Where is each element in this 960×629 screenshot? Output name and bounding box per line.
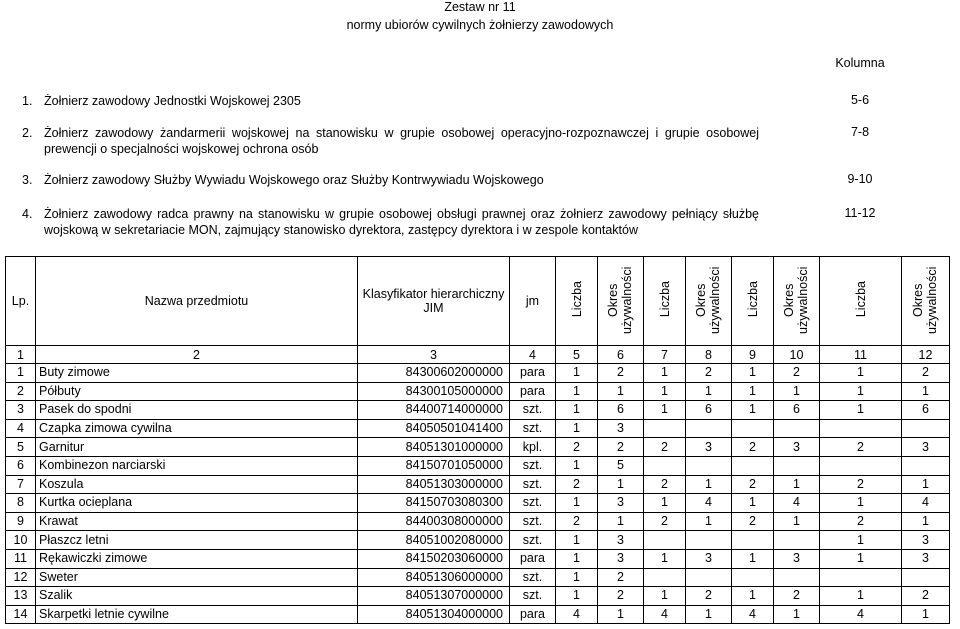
item-classifier: 84400308000000 (358, 512, 510, 531)
column-number: 3 (358, 346, 510, 364)
header-period: Okres używalności (686, 257, 732, 346)
period-col10: 6 (774, 401, 820, 420)
period-col10 (774, 419, 820, 438)
qty-col5: 1 (556, 401, 598, 420)
item-classifier: 84051304000000 (358, 605, 510, 624)
row-lp: 1 (6, 364, 36, 383)
header-name: Nazwa przedmiotu (36, 257, 358, 346)
qty-col7: 1 (644, 549, 686, 568)
column-number: 7 (644, 346, 686, 364)
item-classifier: 84051301000000 (358, 438, 510, 457)
qty-col9: 4 (732, 605, 774, 624)
category-text: Żołnierz zawodowy radca prawny na stanowisku w grupie osobowej obsługi prawnej oraz żołnierz zawodowy pełniący służbę wojskową w sekretariacie MON, zajmujący stanowisko dyrektora, zastępcy dyrektora i w zespole kontaktów (44, 207, 759, 237)
period-col6: 1 (598, 475, 644, 494)
column-number: 1 (6, 346, 36, 364)
table-row (6, 605, 950, 624)
qty-col9: 2 (732, 512, 774, 531)
qty-col11 (820, 568, 902, 587)
item-classifier: 84400714000000 (358, 401, 510, 420)
period-col12: 6 (902, 401, 950, 420)
qty-col5: 1 (556, 419, 598, 438)
period-col12: 3 (902, 438, 950, 457)
qty-col9: 1 (732, 364, 774, 383)
row-lp: 14 (6, 605, 36, 624)
category-text: Żołnierz zawodowy Jednostki Wojskowej 2305 (44, 94, 301, 108)
table-row (6, 494, 950, 513)
column-number: 4 (510, 346, 556, 364)
period-col8 (686, 456, 732, 475)
column-number-row (6, 346, 950, 364)
period-col8: 3 (686, 438, 732, 457)
row-lp: 13 (6, 587, 36, 606)
row-lp: 10 (6, 531, 36, 550)
table-row (6, 456, 950, 475)
category-text: Żołnierz zawodowy żandarmerii wojskowej na stanowisku w grupie osobowej operacyjno-rozpoznawczej i grupie osobowej prewencji o specjalności wojskowej ochrona osób (44, 126, 759, 156)
item-unit: para (510, 549, 556, 568)
period-col8: 2 (686, 364, 732, 383)
period-col8: 1 (686, 382, 732, 401)
qty-col11: 1 (820, 364, 902, 383)
row-lp: 8 (6, 494, 36, 513)
item-unit: szt. (510, 531, 556, 550)
period-col12: 2 (902, 587, 950, 606)
period-col8 (686, 568, 732, 587)
table-row (6, 382, 950, 401)
item-classifier: 84300105000000 (358, 382, 510, 401)
qty-col5: 1 (556, 587, 598, 606)
qty-col11: 4 (820, 605, 902, 624)
period-col6: 3 (598, 419, 644, 438)
period-col10: 3 (774, 549, 820, 568)
table-row (6, 512, 950, 531)
period-col8: 3 (686, 549, 732, 568)
period-col12: 1 (902, 605, 950, 624)
category-columns: 7-8 (850, 125, 870, 139)
qty-col11: 1 (820, 494, 902, 513)
period-col12 (902, 568, 950, 587)
item-classifier: 84051303000000 (358, 475, 510, 494)
qty-col5: 1 (556, 382, 598, 401)
period-col10: 1 (774, 475, 820, 494)
qty-col7 (644, 568, 686, 587)
item-unit: para (510, 605, 556, 624)
header-qty: Liczba (732, 257, 774, 346)
item-classifier: 84150701050000 (358, 456, 510, 475)
qty-col5: 2 (556, 512, 598, 531)
period-col12: 1 (902, 475, 950, 494)
table-header-row (6, 257, 950, 346)
category-columns: 9-10 (847, 172, 873, 186)
qty-col7: 2 (644, 438, 686, 457)
item-classifier: 84051002080000 (358, 531, 510, 550)
item-unit: para (510, 382, 556, 401)
item-unit: kpl. (510, 438, 556, 457)
qty-col9: 1 (732, 549, 774, 568)
category-number: 4. (22, 207, 33, 221)
period-col6: 1 (598, 605, 644, 624)
item-classifier: 84300602000000 (358, 364, 510, 383)
item-name: Koszula (36, 475, 358, 494)
item-name: Czapka zimowa cywilna (36, 419, 358, 438)
column-number: 9 (732, 346, 774, 364)
table-row (6, 531, 950, 550)
qty-col9 (732, 419, 774, 438)
qty-col7: 2 (644, 475, 686, 494)
item-name: Pasek do spodni (36, 401, 358, 420)
qty-col5: 1 (556, 549, 598, 568)
period-col6: 2 (598, 587, 644, 606)
qty-col7: 1 (644, 364, 686, 383)
item-unit: szt. (510, 401, 556, 420)
qty-col7: 1 (644, 382, 686, 401)
period-col6: 3 (598, 494, 644, 513)
qty-col5: 1 (556, 456, 598, 475)
qty-col9: 2 (732, 475, 774, 494)
period-col10: 1 (774, 605, 820, 624)
item-name: Półbuty (36, 382, 358, 401)
row-lp: 2 (6, 382, 36, 401)
table-row (6, 401, 950, 420)
period-col12: 3 (902, 531, 950, 550)
item-unit: szt. (510, 456, 556, 475)
qty-col9 (732, 568, 774, 587)
period-col10 (774, 456, 820, 475)
row-lp: 3 (6, 401, 36, 420)
items-table (5, 256, 950, 624)
header-lp: Lp. (6, 257, 36, 346)
period-col6: 3 (598, 531, 644, 550)
period-col10: 1 (774, 512, 820, 531)
document-title: Zestaw nr 11 (444, 0, 516, 14)
period-col10: 2 (774, 587, 820, 606)
column-heading: Kolumna (835, 56, 885, 70)
period-col6: 1 (598, 382, 644, 401)
row-lp: 12 (6, 568, 36, 587)
item-name: Rękawiczki zimowe (36, 549, 358, 568)
qty-col11 (820, 456, 902, 475)
column-number: 2 (36, 346, 358, 364)
table-row (6, 587, 950, 606)
qty-col7: 1 (644, 401, 686, 420)
item-unit: szt. (510, 475, 556, 494)
qty-col7: 1 (644, 494, 686, 513)
qty-col5: 4 (556, 605, 598, 624)
qty-col5: 2 (556, 438, 598, 457)
item-name: Płaszcz letni (36, 531, 358, 550)
period-col8 (686, 419, 732, 438)
header-qty: Liczba (644, 257, 686, 346)
column-number: 10 (774, 346, 820, 364)
header-qty: Liczba (556, 257, 598, 346)
qty-col9: 1 (732, 587, 774, 606)
period-col10 (774, 531, 820, 550)
period-col8 (686, 531, 732, 550)
qty-col5: 1 (556, 531, 598, 550)
period-col6: 2 (598, 364, 644, 383)
qty-col7: 2 (644, 512, 686, 531)
table-row (6, 419, 950, 438)
row-lp: 6 (6, 456, 36, 475)
column-number: 8 (686, 346, 732, 364)
item-name: Krawat (36, 512, 358, 531)
qty-col11: 2 (820, 512, 902, 531)
row-lp: 11 (6, 549, 36, 568)
item-classifier: 84050501041400 (358, 419, 510, 438)
item-name: Kombinezon narciarski (36, 456, 358, 475)
period-col8: 4 (686, 494, 732, 513)
qty-col9: 1 (732, 401, 774, 420)
item-name: Kurtka ocieplana (36, 494, 358, 513)
period-col10: 3 (774, 438, 820, 457)
item-name: Szalik (36, 587, 358, 606)
table-row (6, 568, 950, 587)
period-col8: 6 (686, 401, 732, 420)
period-col8: 1 (686, 475, 732, 494)
period-col12 (902, 456, 950, 475)
qty-col11 (820, 419, 902, 438)
item-unit: szt. (510, 568, 556, 587)
item-unit: para (510, 364, 556, 383)
category-columns: 11-12 (844, 206, 876, 220)
row-lp: 4 (6, 419, 36, 438)
period-col10: 4 (774, 494, 820, 513)
period-col10 (774, 568, 820, 587)
qty-col7 (644, 456, 686, 475)
period-col12: 2 (902, 364, 950, 383)
header-period: Okres używalności (774, 257, 820, 346)
period-col12: 3 (902, 549, 950, 568)
period-col6: 1 (598, 512, 644, 531)
item-unit: szt. (510, 512, 556, 531)
item-unit: szt. (510, 494, 556, 513)
qty-col7: 4 (644, 605, 686, 624)
item-classifier: 84150703080300 (358, 494, 510, 513)
period-col8: 1 (686, 605, 732, 624)
column-number: 11 (820, 346, 902, 364)
qty-col9: 1 (732, 494, 774, 513)
period-col6: 2 (598, 568, 644, 587)
category-number: 1. (22, 94, 33, 108)
qty-col7: 1 (644, 587, 686, 606)
period-col12: 1 (902, 512, 950, 531)
header-classifier: Klasyfikator hierarchiczny JIM (358, 257, 510, 346)
qty-col5: 1 (556, 364, 598, 383)
qty-col11: 1 (820, 549, 902, 568)
header-period: Okres używalności (598, 257, 644, 346)
qty-col11: 1 (820, 587, 902, 606)
item-classifier: 84051307000000 (358, 587, 510, 606)
category-number: 3. (22, 173, 33, 187)
qty-col7 (644, 531, 686, 550)
qty-col11: 1 (820, 382, 902, 401)
period-col8: 2 (686, 587, 732, 606)
qty-col5: 1 (556, 494, 598, 513)
category-text: Żołnierz zawodowy Służby Wywiadu Wojskowego oraz Służby Kontrwywiadu Wojskowego (44, 173, 544, 187)
header-period: Okres używalności (902, 257, 950, 346)
item-classifier: 84150203060000 (358, 549, 510, 568)
qty-col7 (644, 419, 686, 438)
column-number: 6 (598, 346, 644, 364)
qty-col9: 2 (732, 438, 774, 457)
period-col8: 1 (686, 512, 732, 531)
period-col6: 6 (598, 401, 644, 420)
row-lp: 5 (6, 438, 36, 457)
qty-col9: 1 (732, 382, 774, 401)
header-qty: Liczba (820, 257, 902, 346)
item-classifier: 84051306000000 (358, 568, 510, 587)
period-col12: 4 (902, 494, 950, 513)
period-col10: 2 (774, 364, 820, 383)
category-columns: 5-6 (850, 93, 870, 107)
table-row (6, 364, 950, 383)
qty-col5: 1 (556, 568, 598, 587)
qty-col9 (732, 531, 774, 550)
item-name: Buty zimowe (36, 364, 358, 383)
qty-col9 (732, 456, 774, 475)
table-row (6, 549, 950, 568)
category-number: 2. (22, 126, 33, 140)
qty-col11: 1 (820, 531, 902, 550)
table-row (6, 475, 950, 494)
item-name: Sweter (36, 568, 358, 587)
header-unit: jm (510, 257, 556, 346)
qty-col5: 2 (556, 475, 598, 494)
period-col6: 3 (598, 549, 644, 568)
qty-col11: 1 (820, 401, 902, 420)
table-row (6, 438, 950, 457)
document-subtitle: normy ubiorów cywilnych żołnierzy zawodowych (346, 18, 614, 32)
column-number: 5 (556, 346, 598, 364)
item-unit: szt. (510, 419, 556, 438)
row-lp: 9 (6, 512, 36, 531)
item-name: Garnitur (36, 438, 358, 457)
item-unit: szt. (510, 587, 556, 606)
item-name: Skarpetki letnie cywilne (36, 605, 358, 624)
period-col10: 1 (774, 382, 820, 401)
column-number: 12 (902, 346, 950, 364)
qty-col11: 2 (820, 475, 902, 494)
period-col12 (902, 419, 950, 438)
qty-col11: 2 (820, 438, 902, 457)
period-col12: 1 (902, 382, 950, 401)
row-lp: 7 (6, 475, 36, 494)
period-col6: 5 (598, 456, 644, 475)
period-col6: 2 (598, 438, 644, 457)
